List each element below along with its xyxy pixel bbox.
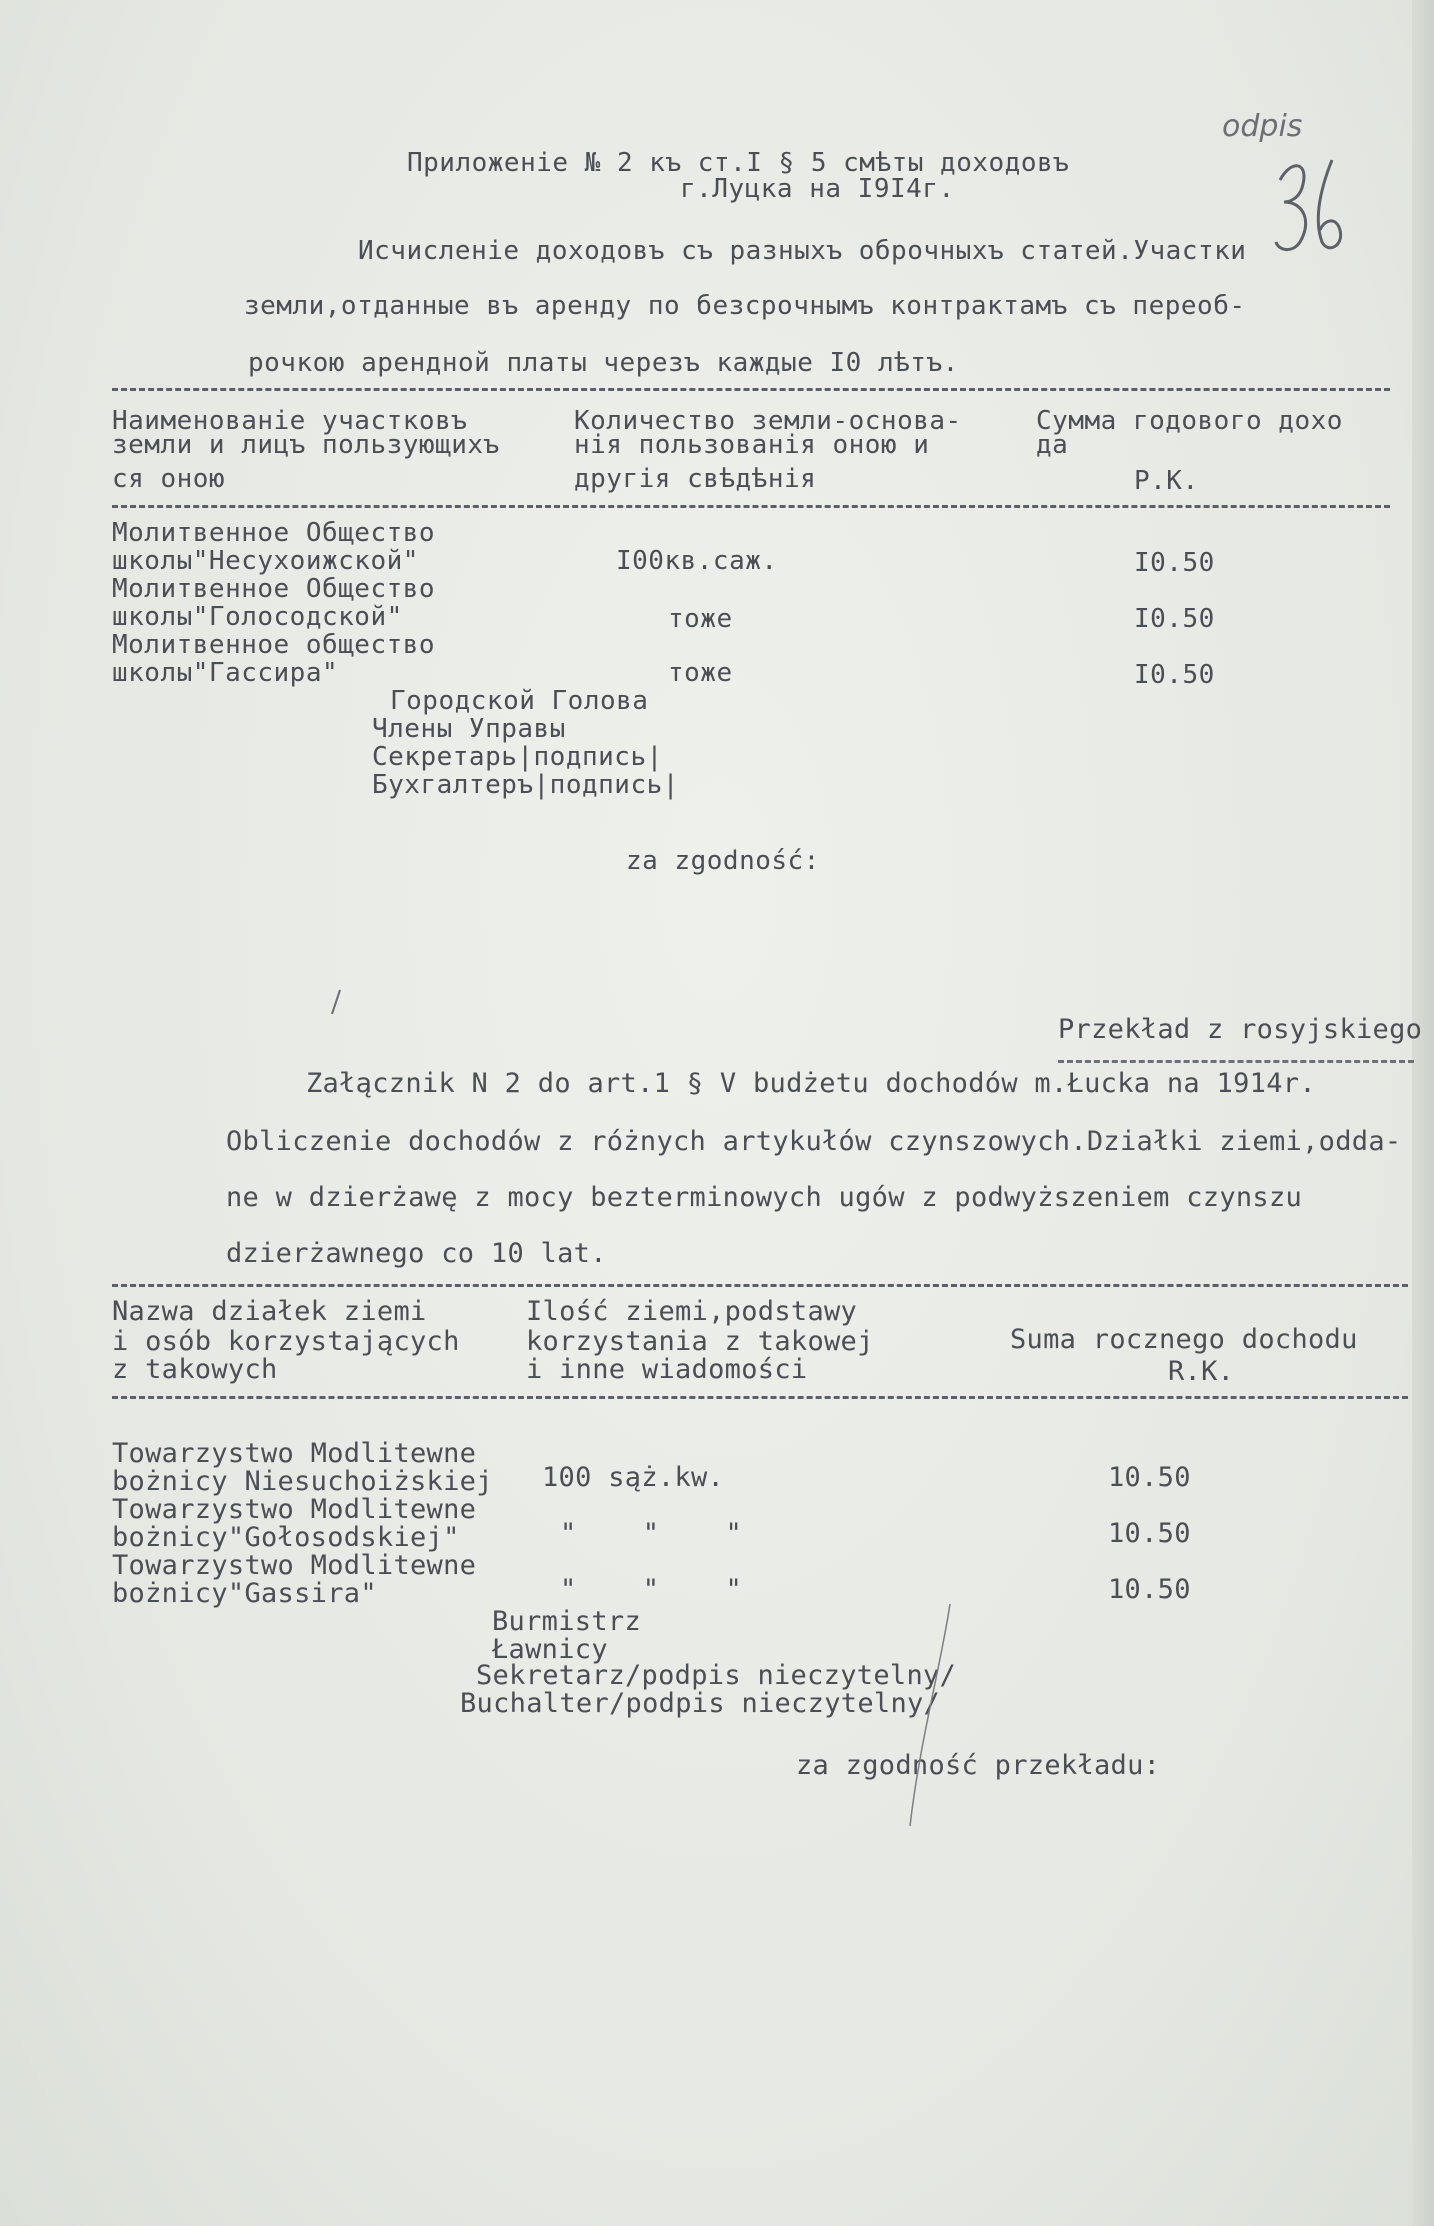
pl-conformity: za zgodność przekładu: bbox=[796, 1750, 1161, 1781]
pl-row1-qty: 100 sąż.kw. bbox=[542, 1462, 725, 1493]
ru-intro-line3: рочкою арендной платы черезъ каждые I0 лѣтъ. bbox=[248, 348, 959, 378]
ru-intro-line1: Исчисленiе доходовъ съ разныхъ оброчныхъ статей.Участки bbox=[358, 236, 1247, 266]
pl-row1-name-line1: Towarzystwo Modlitewne bbox=[112, 1438, 477, 1469]
ru-signature-mayor: Городской Голова bbox=[390, 686, 649, 716]
pl-header-col2-line1: Ilość ziemi,podstawy bbox=[526, 1296, 858, 1327]
ru-row1-sum: I0.50 bbox=[1134, 548, 1215, 578]
pl-signature-secretary: Sekretarz/podpis nieczytelny/ bbox=[476, 1660, 957, 1691]
pl-translation-note: Przekład z rosyjskiego bbox=[1058, 1014, 1423, 1045]
pl-translation-note-underline bbox=[1058, 1060, 1414, 1063]
ru-header-col1-line3: ся оною bbox=[112, 464, 226, 494]
pl-row2-qty: " " " bbox=[560, 1518, 743, 1549]
pl-header-col1-line2: i osób korzystających bbox=[112, 1326, 460, 1357]
pl-row1-name-line2: bożnicy Niesuchoiżskiej bbox=[112, 1466, 493, 1497]
pl-row3-qty: " " " bbox=[560, 1574, 743, 1605]
ru-signature-board: Члены Управы bbox=[372, 714, 566, 744]
pl-header-col2-line2: korzystania z takowej bbox=[526, 1326, 874, 1357]
pen-mark bbox=[326, 988, 346, 1018]
pen-stroke bbox=[880, 1600, 960, 1830]
ru-signature-secretary: Секретарь|подпись| bbox=[372, 742, 663, 772]
pl-table-header-rule bbox=[112, 1396, 1408, 1399]
pl-header-col1-line3: z takowych bbox=[112, 1354, 278, 1385]
ru-header-col2-line2: нiя пользованiя оною и bbox=[574, 430, 930, 460]
ru-row1-name-line1: Молитвенное Общество bbox=[112, 518, 436, 548]
pl-signature-aldermen: Ławnicy bbox=[492, 1634, 608, 1665]
ru-header-col1-line1: Наименованiе участковъ bbox=[112, 406, 468, 436]
pl-signature-mayor: Burmistrz bbox=[492, 1606, 641, 1637]
pl-intro-line3: dzierżawnego co 10 lat. bbox=[226, 1238, 607, 1269]
ru-header-col3-line2: да bbox=[1036, 430, 1069, 460]
pl-row2-name-line2: bożnicy"Gołosodskiej" bbox=[112, 1522, 460, 1553]
ru-row2-name-line2: школы"Голосодской" bbox=[112, 602, 403, 632]
ru-row3-qty: тоже bbox=[668, 658, 733, 688]
ru-row1-qty: I00кв.саж. bbox=[616, 546, 778, 576]
ru-title-line1: Приложенiе № 2 къ ст.I § 5 смѣты доходовъ bbox=[407, 148, 1070, 178]
ru-conformity: za zgodność: bbox=[626, 846, 820, 876]
pl-row3-name-line1: Towarzystwo Modlitewne bbox=[112, 1550, 477, 1581]
pl-row1-sum: 10.50 bbox=[1108, 1462, 1191, 1493]
ru-row3-sum: I0.50 bbox=[1134, 660, 1215, 690]
ru-signature-accountant: Бухгалтеръ|подпись| bbox=[372, 770, 679, 800]
copy-mark: odpis bbox=[1222, 109, 1303, 144]
pl-row3-sum: 10.50 bbox=[1108, 1574, 1191, 1605]
pl-signature-accountant: Buchalter/podpis nieczytelny/ bbox=[460, 1688, 941, 1719]
ru-header-col1-line2: земли и лицъ пользующихъ bbox=[112, 430, 500, 460]
ru-table-header-rule bbox=[112, 505, 1390, 508]
ru-header-col2-line1: Количество земли-основа- bbox=[574, 406, 962, 436]
ru-row3-name-line1: Молитвенное общество bbox=[112, 630, 436, 660]
pl-intro-line2: ne w dzierżawę z mocy bezterminowych ugów z podwyższeniem czynszu bbox=[226, 1182, 1303, 1213]
ru-header-col2-line3: другiя свѣдѣнiя bbox=[574, 464, 817, 494]
pl-header-col3-line2: R.K. bbox=[1168, 1356, 1235, 1387]
ru-row2-qty: тоже bbox=[668, 604, 733, 634]
ru-row1-name-line2: школы"Несухоижской" bbox=[112, 546, 419, 576]
pl-header-col3-line1: Suma rocznego dochodu bbox=[1010, 1324, 1358, 1355]
pl-row3-name-line2: bożnicy"Gassira" bbox=[112, 1578, 377, 1609]
paper-edge bbox=[1412, 0, 1434, 2226]
ru-row2-name-line1: Молитвенное Общество bbox=[112, 574, 436, 604]
ru-table-top-rule bbox=[112, 388, 1390, 391]
pl-row2-sum: 10.50 bbox=[1108, 1518, 1191, 1549]
handwritten-page-number bbox=[1270, 150, 1350, 260]
ru-title-line2: г.Луцка на I9I4г. bbox=[680, 174, 955, 204]
pl-row2-name-line1: Towarzystwo Modlitewne bbox=[112, 1494, 477, 1525]
pl-table-top-rule bbox=[112, 1284, 1408, 1287]
pl-header-col1-line1: Nazwa działek ziemi bbox=[112, 1296, 427, 1327]
pl-title: Załącznik N 2 do art.1 § V budżetu dochodów m.Łucka na 1914r. bbox=[306, 1068, 1316, 1099]
ru-row2-sum: I0.50 bbox=[1134, 604, 1215, 634]
ru-header-col3-line3: Р.К. bbox=[1134, 466, 1199, 496]
pl-intro-line1: Obliczenie dochodów z różnych artykułów czynszowych.Działki ziemi,odda- bbox=[226, 1126, 1402, 1157]
pl-header-col2-line3: i inne wiadomości bbox=[526, 1354, 808, 1385]
ru-intro-line2: земли,отданные въ аренду по безсрочнымъ контрактамъ съ переоб- bbox=[244, 291, 1246, 321]
ru-header-col3-line1: Сумма годового дохо bbox=[1036, 406, 1343, 436]
ru-row3-name-line2: школы"Гассира" bbox=[112, 658, 339, 688]
